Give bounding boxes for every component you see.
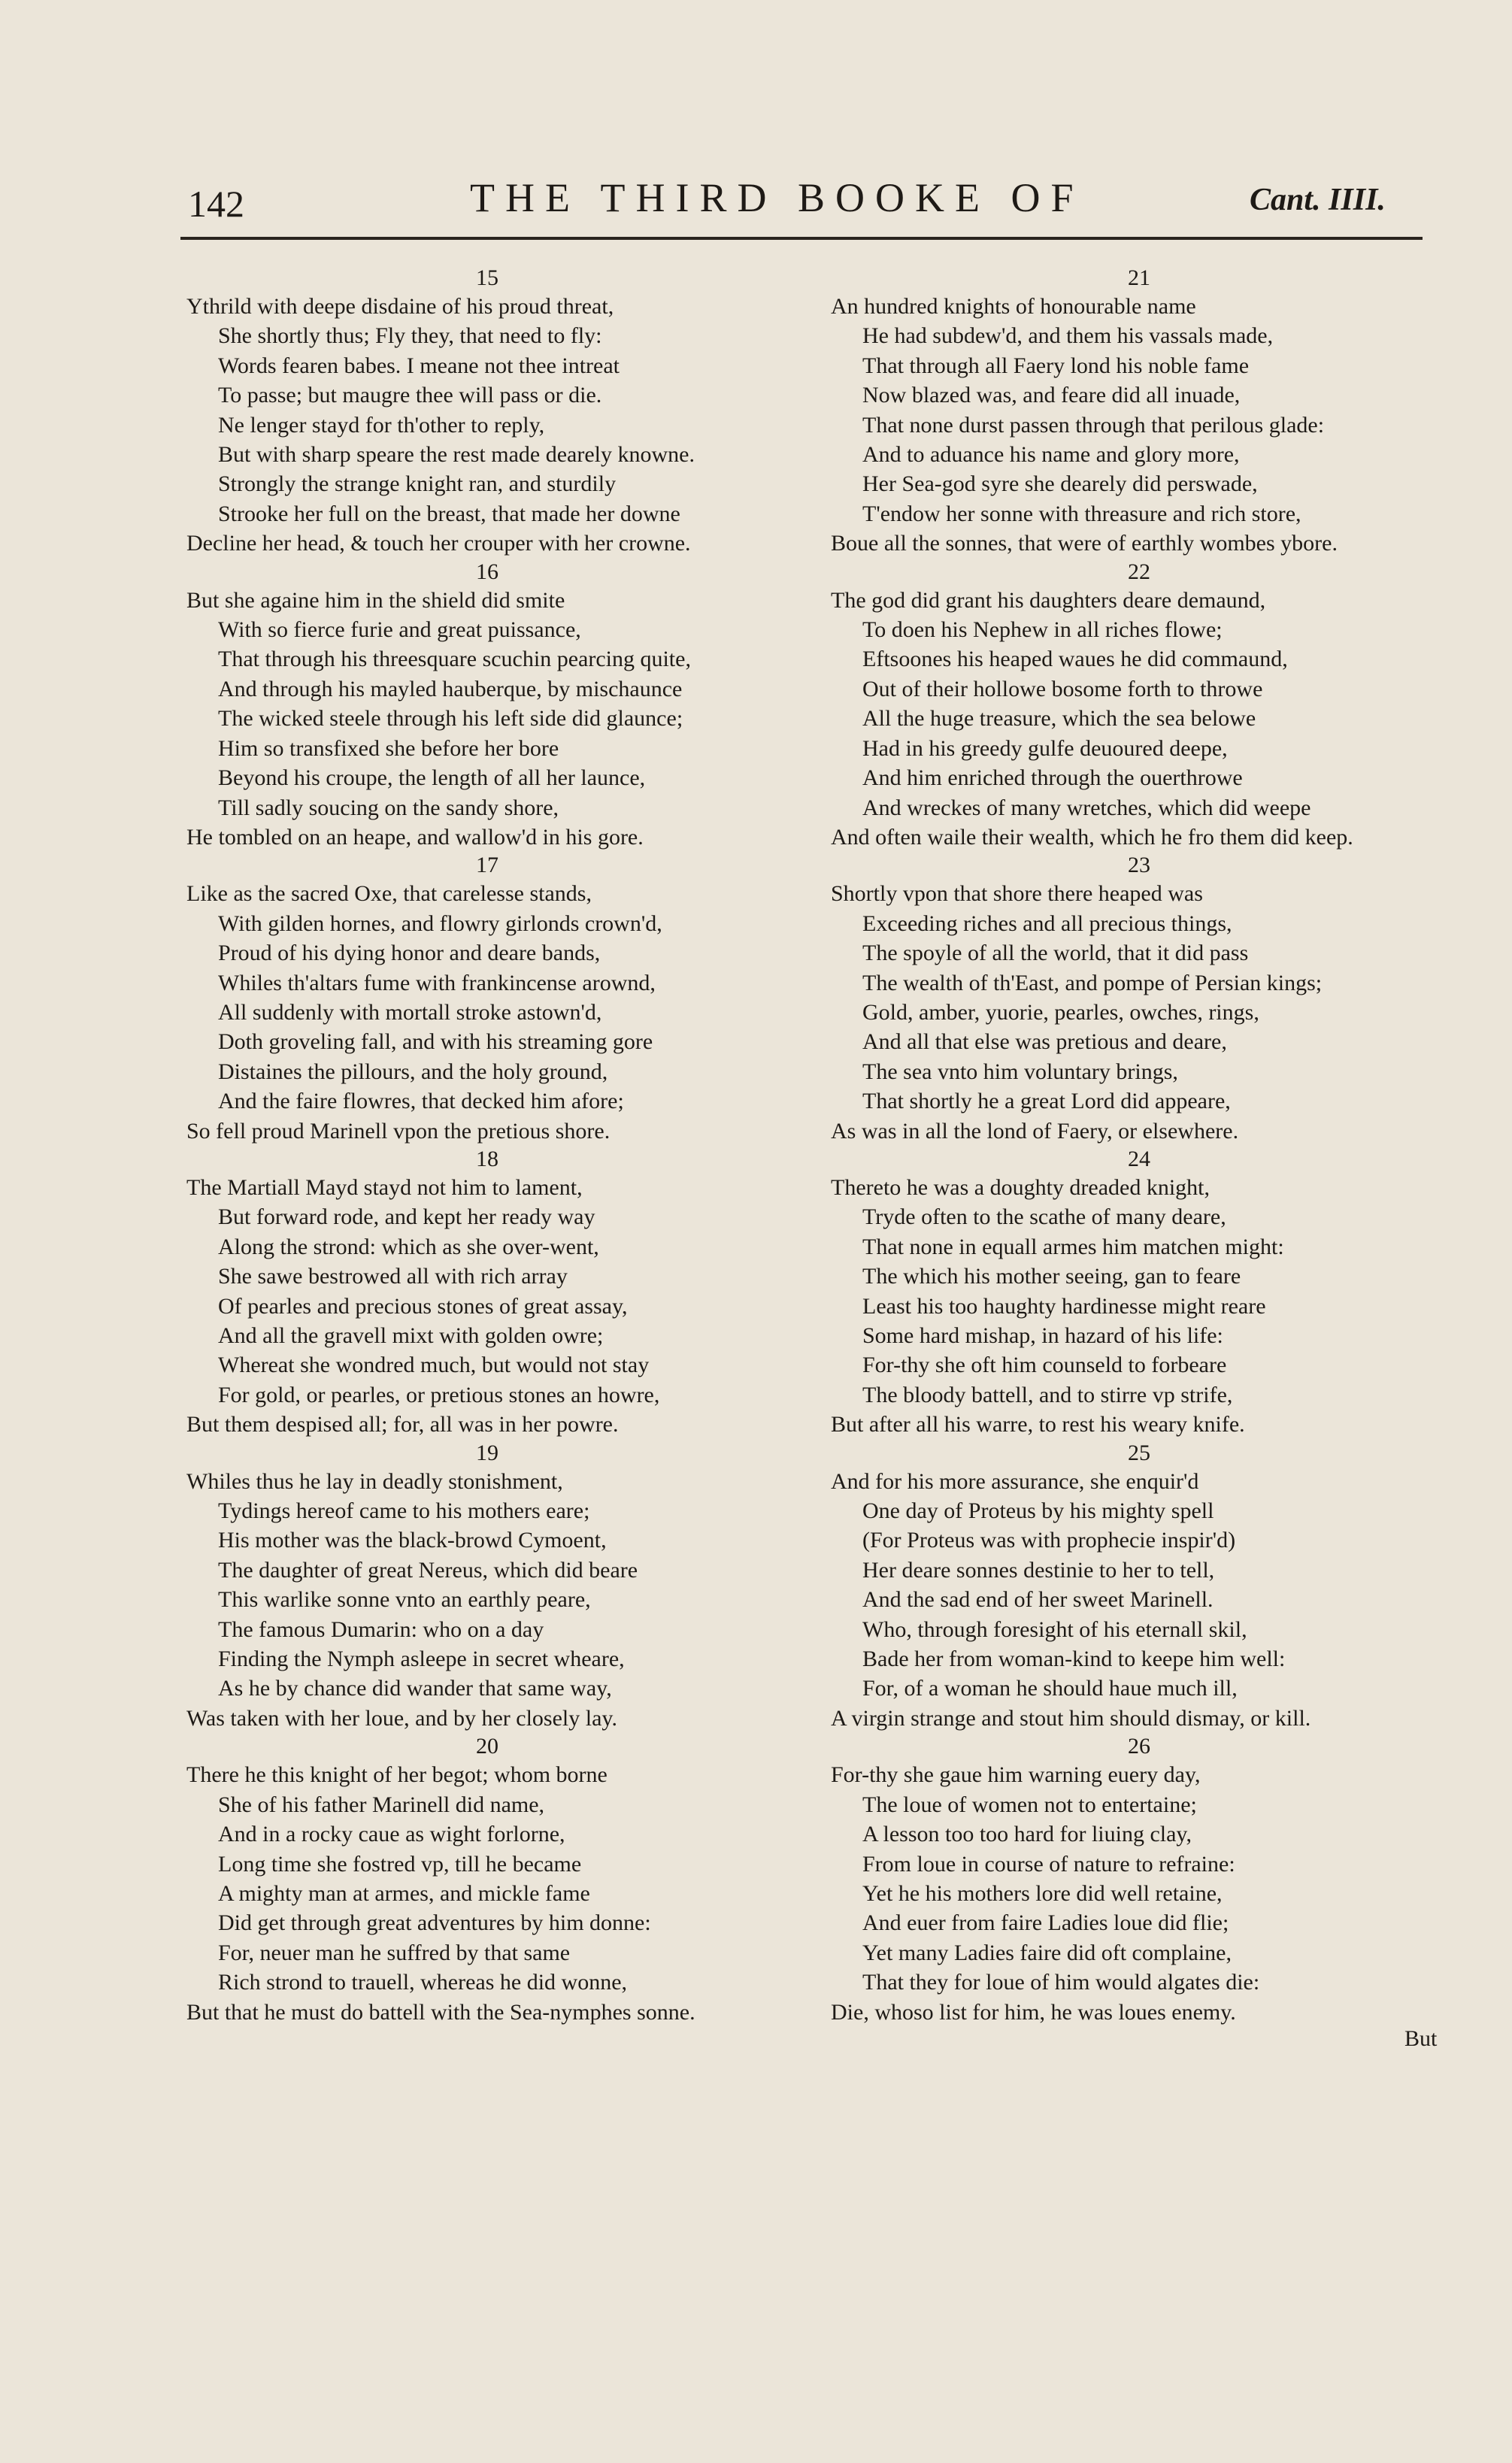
verse-line: Ne lenger stayd for th'other to reply, <box>218 412 545 438</box>
stanza-number: 25 <box>1128 1440 1150 1465</box>
stanza <box>186 1146 788 1440</box>
verse-line: Boue all the sonnes, that were of earthly wombes ybore. <box>831 531 1338 556</box>
verse-line: And to aduance his name and glory more, <box>862 442 1240 468</box>
verse-line: Her deare sonnes destinie to her to tell, <box>862 1557 1215 1583</box>
header-rule <box>180 237 1423 240</box>
stanza <box>831 1146 1447 1440</box>
verse-line: And euer from faire Ladies loue did flie; <box>862 1910 1229 1936</box>
stanza-number: 21 <box>1128 265 1150 290</box>
verse-line: Finding the Nymph asleepe in secret wheare, <box>218 1647 625 1672</box>
verse-line: Some hard mishap, in hazard of his life: <box>862 1323 1223 1348</box>
stanza-number: 26 <box>1128 1734 1150 1759</box>
verse-line: Doth groveling fall, and with his streaming gore <box>218 1029 653 1055</box>
verse-line: Strooke her full on the breast, that made her downe <box>218 501 680 526</box>
stanza-number: 16 <box>476 559 498 584</box>
verse-line: Now blazed was, and feare did all inuade, <box>862 383 1241 408</box>
stanza <box>831 1440 1447 1734</box>
verse-line: Was taken with her loue, and by her closely lay. <box>186 1705 617 1731</box>
verse-line: Gold, amber, yuorie, pearles, owches, rings, <box>862 999 1259 1025</box>
verse-line: The god did grant his daughters deare demaund, <box>831 587 1266 613</box>
verse-line: For-thy she gaue him warning euery day, <box>831 1762 1201 1788</box>
verse-line: Proud of his dying honor and deare bands, <box>218 941 601 966</box>
verse-line: But after all his warre, to rest his weary knife. <box>831 1412 1245 1438</box>
verse-line: Long time she fostred vp, till he became <box>218 1851 582 1877</box>
verse-line: The Martiall Mayd stayd not him to lament, <box>186 1174 583 1200</box>
verse-line: Beyond his croupe, the length of all her launce, <box>218 765 646 791</box>
verse-line: Yet many Ladies faire did oft complaine, <box>862 1940 1232 1965</box>
verse-line: Words fearen babes. I meane not thee intreat <box>218 353 620 378</box>
verse-line: Distaines the pillours, and the holy ground, <box>218 1059 608 1084</box>
verse-line: The which his mother seeing, gan to feare <box>862 1264 1241 1289</box>
verse-line: All suddenly with mortall stroke astown'd, <box>218 999 602 1025</box>
verse-line: With gilden hornes, and flowry girlonds crown'd, <box>218 910 662 936</box>
stanza <box>831 559 1447 853</box>
verse-line: Least his too haughty hardinesse might reare <box>862 1293 1266 1319</box>
stanza <box>831 852 1447 1146</box>
verse-line: Whereat she wondred much, but would not stay <box>218 1353 650 1378</box>
verse-line: And often waile their wealth, which he fro them did keep. <box>831 824 1353 850</box>
verse-line: For-thy she oft him counseld to forbeare <box>862 1353 1227 1378</box>
verse-line: Decline her head, & touch her crouper with her crowne. <box>186 531 691 556</box>
verse-line: Till sadly soucing on the sandy shore, <box>218 795 559 820</box>
stanza <box>831 1733 1447 2027</box>
stanza <box>186 559 788 853</box>
canto-label: Cant. IIII. <box>1250 183 1386 217</box>
verse-line: To passe; but maugre thee will pass or die. <box>218 383 602 408</box>
verse-line: That none durst passen through that perilous glade: <box>862 412 1325 438</box>
verse-line: Whiles th'altars fume with frankincense arownd, <box>218 970 656 995</box>
verse-line: But she againe him in the shield did smite <box>186 587 565 613</box>
verse-line: To doen his Nephew in all riches flowe; <box>862 617 1223 643</box>
verse-line: Had in his greedy gulfe deuoured deepe, <box>862 735 1228 761</box>
catchword: But <box>1404 2026 1438 2051</box>
verse-line: For gold, or pearles, or pretious stones an howre, <box>218 1382 660 1407</box>
verse-line: As was in all the lond of Faery, or elsewhere. <box>831 1118 1239 1144</box>
verse-line: A virgin strange and stout him should dismay, or kill. <box>831 1705 1311 1731</box>
verse-line: She shortly thus; Fly they, that need to fly: <box>218 323 602 349</box>
stanza-number: 19 <box>476 1440 498 1465</box>
verse-line: For, of a woman he should haue much ill, <box>862 1676 1238 1701</box>
verse-line: With so fierce furie and great puissance, <box>218 617 581 643</box>
verse-line: Tryde often to the scathe of many deare, <box>862 1204 1226 1230</box>
verse-line: And for his more assurance, she enquir'd <box>831 1468 1199 1494</box>
verse-line: His mother was the black-browd Cymoent, <box>218 1528 607 1553</box>
stanza <box>186 1733 788 2027</box>
stanza-number: 22 <box>1128 559 1150 584</box>
verse-line: Along the strond: which as she over-went, <box>218 1234 599 1259</box>
verse-line: Strongly the strange knight ran, and sturdily <box>218 471 617 497</box>
verse-line: Whiles thus he lay in deadly stonishment, <box>186 1468 563 1494</box>
verse-line: The loue of women not to entertaine; <box>862 1792 1197 1817</box>
left-column <box>186 265 788 2027</box>
verse-line: Yet he his mothers lore did well retaine, <box>862 1880 1223 1906</box>
verse-line: The wealth of th'East, and pompe of Persian kings; <box>862 970 1323 995</box>
verse-line: Ythrild with deepe disdaine of his proud threat, <box>186 294 614 319</box>
verse-line: An hundred knights of honourable name <box>831 294 1196 319</box>
verse-line: Tydings hereof came to his mothers eare; <box>218 1498 590 1524</box>
verse-line: The wicked steele through his left side did glaunce; <box>218 706 683 732</box>
verse-line: Her Sea-god syre she dearely did perswade, <box>862 471 1258 497</box>
verse-line: Rich strond to trauell, whereas he did wonne, <box>218 1970 628 1995</box>
verse-line: A lesson too too hard for liuing clay, <box>862 1822 1192 1847</box>
verse-line: Thereto he was a doughty dreaded knight, <box>831 1174 1211 1200</box>
verse-line: And wreckes of many wretches, which did weepe <box>862 795 1311 820</box>
verse-line: The sea vnto him voluntary brings, <box>862 1059 1178 1084</box>
stanza-number: 23 <box>1128 853 1150 878</box>
verse-line: Shortly vpon that shore there heaped was <box>831 881 1203 907</box>
verse-line: But forward rode, and kept her ready way <box>218 1204 595 1230</box>
verse-line: A mighty man at armes, and mickle fame <box>218 1880 590 1906</box>
verse-line: For, neuer man he suffred by that same <box>218 1940 571 1965</box>
verse-line: That they for loue of him would algates die: <box>862 1970 1260 1995</box>
stanza-number: 18 <box>476 1146 498 1171</box>
stanza <box>186 1440 788 1734</box>
verse-line: Die, whoso list for him, he was loues enemy. <box>831 1999 1236 2025</box>
running-title: THE THIRD BOOKE OF <box>470 175 1084 220</box>
verse-line: She sawe bestrowed all with rich array <box>218 1264 568 1289</box>
stanza <box>186 265 788 559</box>
verse-line: The bloody battell, and to stirre vp strife, <box>862 1382 1233 1407</box>
verse-line: Did get through great adventures by him donne: <box>218 1910 651 1936</box>
right-column <box>831 265 1447 2027</box>
verse-line: Exceeding riches and all precious things, <box>862 910 1232 936</box>
verse-line: And all that else was pretious and deare, <box>862 1029 1227 1055</box>
verse-line: And all the gravell mixt with golden owre; <box>218 1323 604 1348</box>
stanza-number: 15 <box>476 265 498 290</box>
verse-line: Out of their hollowe bosome forth to throwe <box>862 676 1263 701</box>
verse-line: This warlike sonne vnto an earthly peare, <box>218 1587 591 1613</box>
verse-line: T'endow her sonne with threasure and rich store, <box>862 501 1301 526</box>
verse-line: (For Proteus was with prophecie inspir'd) <box>862 1528 1236 1553</box>
verse-line: That shortly he a great Lord did appeare, <box>862 1089 1231 1114</box>
verse-line: But them despised all; for, all was in her powre. <box>186 1412 619 1438</box>
stanza-number: 20 <box>476 1734 498 1759</box>
verse-line: From loue in course of nature to refraine: <box>862 1851 1235 1877</box>
verse-line: He tombled on an heape, and wallow'd in his gore. <box>186 824 644 850</box>
verse-line: That through all Faery lond his noble fame <box>862 353 1250 378</box>
verse-line: And the sad end of her sweet Marinell. <box>862 1587 1214 1613</box>
verse-line: But that he must do battell with the Sea-nymphes sonne. <box>186 1999 695 2025</box>
verse-line: That none in equall armes him matchen might: <box>862 1234 1284 1259</box>
verse-line: Like as the sacred Oxe, that carelesse stands, <box>186 881 592 907</box>
verse-line: She of his father Marinell did name, <box>218 1792 545 1817</box>
verse-line: So fell proud Marinell vpon the pretious shore. <box>186 1118 611 1144</box>
page-number: 142 <box>188 183 244 225</box>
stanza <box>831 265 1447 559</box>
verse-line: Who, through foresight of his eternall skil, <box>862 1616 1247 1642</box>
stanza-number: 17 <box>476 853 498 878</box>
verse-line: The daughter of great Nereus, which did beare <box>218 1557 638 1583</box>
verse-line: And in a rocky caue as wight forlorne, <box>218 1822 565 1847</box>
verse-line: And the faire flowres, that decked him afore; <box>218 1089 624 1114</box>
verse-line: But with sharp speare the rest made dearely knowne. <box>218 442 695 468</box>
verse-line: Him so transfixed she before her bore <box>218 735 559 761</box>
stanza-number: 24 <box>1128 1146 1150 1171</box>
verse-line: That through his threesquare scuchin pearcing quite, <box>218 647 691 672</box>
verse-line: The spoyle of all the world, that it did pass <box>862 941 1249 966</box>
verse-line: Of pearles and precious stones of great assay, <box>218 1293 628 1319</box>
verse-line: He had subdew'd, and them his vassals made, <box>862 323 1274 349</box>
verse-line: All the huge treasure, which the sea belowe <box>862 706 1256 732</box>
verse-line: Bade her from woman-kind to keepe him well: <box>862 1647 1286 1672</box>
verse-line: And through his mayled hauberque, by mischaunce <box>218 676 683 701</box>
verse-line: There he this knight of her begot; whom borne <box>186 1762 608 1788</box>
verse-line: Eftsoones his heaped waues he did commaund, <box>862 647 1288 672</box>
verse-line: The famous Dumarin: who on a day <box>218 1616 544 1642</box>
verse-line: As he by chance did wander that same way, <box>218 1676 612 1701</box>
verse-line: One day of Proteus by his mighty spell <box>862 1498 1214 1524</box>
verse-line: And him enriched through the ouerthrowe <box>862 765 1243 791</box>
stanza <box>186 852 788 1146</box>
